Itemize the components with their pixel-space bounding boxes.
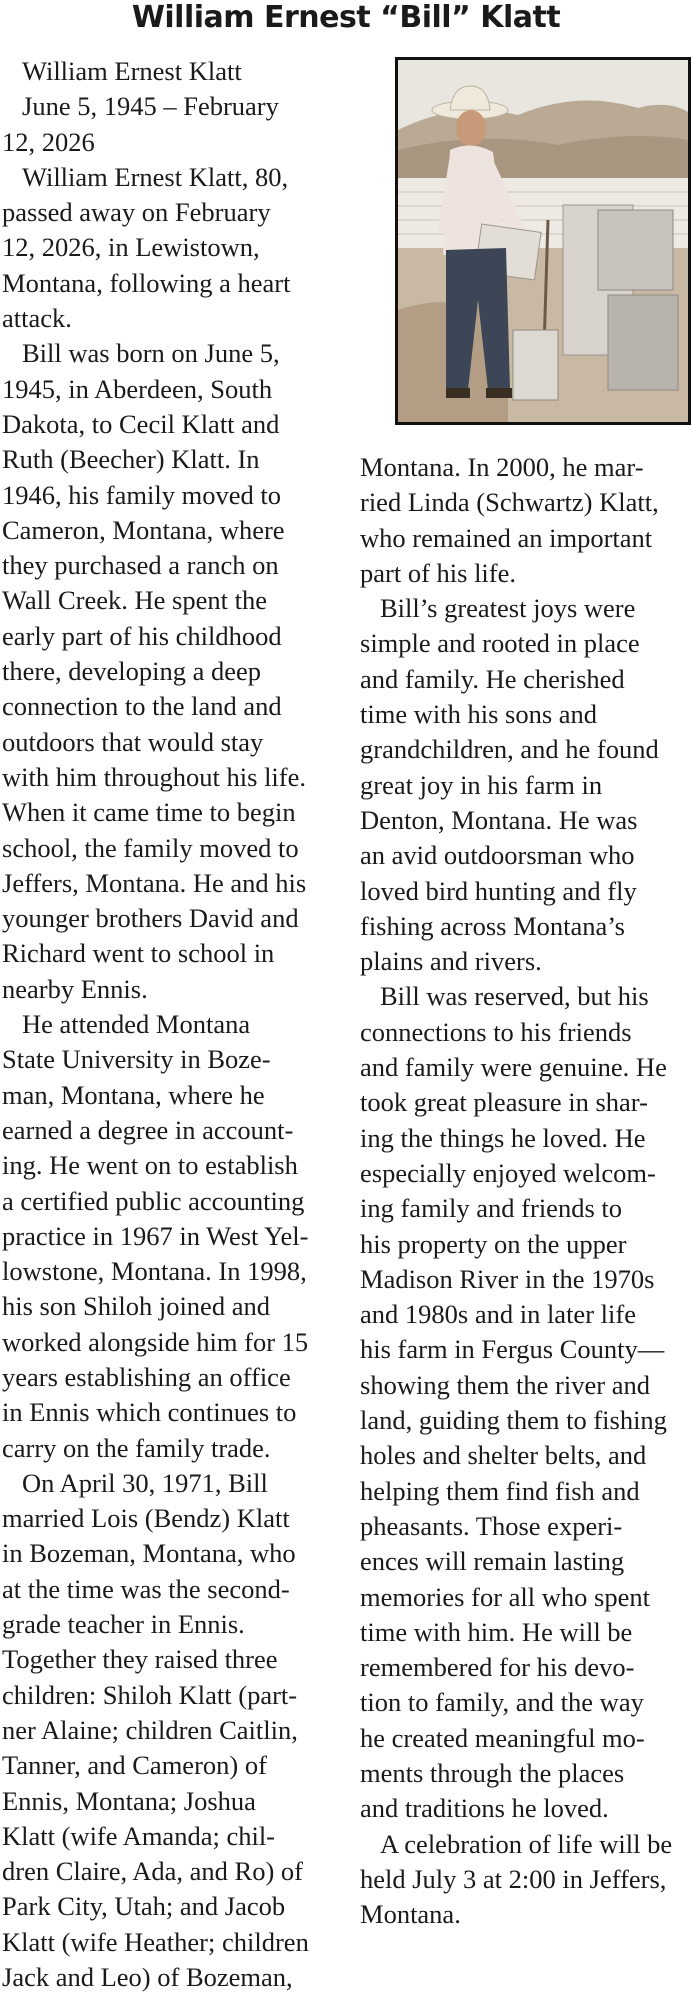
text-line: ments through the places — [360, 1757, 625, 1788]
text-line: in Ennis which continues to — [2, 1397, 297, 1428]
text-line: there, developing a deep — [2, 656, 261, 687]
text-line: Jeffers, Montana. He and his — [2, 867, 307, 898]
text-line: attack. — [2, 303, 72, 334]
text-line: school, the family moved to — [2, 832, 299, 863]
text-line: connections to his friends — [360, 1016, 632, 1047]
text-line: Ennis, Montana; Joshua — [2, 1785, 256, 1816]
text-line: showing them the river and — [360, 1369, 650, 1400]
text-line: Montana, following a heart — [2, 267, 291, 298]
text-line: Richard went to school in — [2, 938, 275, 969]
text-line: they purchased a ranch on — [2, 550, 279, 581]
text-line: land, guiding them to fishing — [360, 1405, 667, 1436]
text-line: children: Shiloh Klatt (part- — [2, 1679, 298, 1710]
text-line: connection to the land and — [2, 691, 282, 722]
text-line: Wall Creek. He spent the — [2, 585, 267, 616]
text-line: Klatt (wife Heather; children — [2, 1926, 309, 1957]
text-line: ences will remain lasting — [360, 1546, 625, 1577]
text-line: nearby Ennis. — [2, 973, 148, 1004]
text-line: who remained an important — [360, 522, 653, 553]
text-line: remembered for his devo- — [360, 1652, 635, 1683]
text-line: years establishing an office — [2, 1361, 291, 1392]
text-line: pheasants. Those experi- — [360, 1510, 623, 1541]
text-line: A celebration of life will be — [380, 1828, 673, 1859]
text-line: Dakota, to Cecil Klatt and — [2, 408, 280, 439]
text-line: 12, 2026 — [2, 126, 95, 157]
text-line: ing family and friends to — [360, 1193, 622, 1224]
text-line: 1945, in Aberdeen, South — [2, 373, 273, 404]
text-line: June 5, 1945 – February — [22, 91, 279, 122]
text-line: William Ernest Klatt — [22, 56, 242, 86]
text-line: State University in Boze- — [2, 1044, 271, 1075]
text-line: time with him. He will be — [360, 1616, 633, 1647]
text-line: Montana. In 2000, he mar- — [360, 452, 644, 482]
text-line: carry on the family trade. — [2, 1432, 271, 1463]
photo-image — [398, 60, 688, 422]
text-line: ing the things he loved. He — [360, 1122, 646, 1153]
text-line: Ruth (Beecher) Klatt. In — [2, 444, 260, 475]
text-line: he created meaningful mo- — [360, 1722, 645, 1753]
text-line: Cameron, Montana, where — [2, 514, 285, 545]
text-line: and traditions he loved. — [360, 1793, 609, 1824]
text-line: 1946, his family moved to — [2, 479, 281, 510]
text-line: Klatt (wife Amanda; chil- — [2, 1820, 276, 1851]
text-line: Bill’s greatest joys were — [380, 593, 636, 624]
text-line: an avid outdoorsman who — [360, 840, 635, 871]
text-line: Bill was born on June 5, — [22, 338, 280, 369]
text-line: in Bozeman, Montana, who — [2, 1538, 296, 1569]
text-line: with him throughout his life. — [2, 761, 306, 792]
text-line: his son Shiloh joined and — [2, 1291, 270, 1322]
text-line: Denton, Montana. He was — [360, 804, 638, 835]
text-line: time with his sons and — [360, 699, 598, 730]
text-line: He attended Montana — [22, 1009, 251, 1040]
text-line: his farm in Fergus County— — [360, 1334, 665, 1365]
text-line: outdoors that would stay — [2, 726, 264, 757]
text-line: held July 3 at 2:00 in Jeffers, — [360, 1863, 667, 1894]
text-line: and family. He cherished — [360, 663, 625, 694]
text-line: man, Montana, where he — [2, 1079, 265, 1110]
text-line: married Lois (Bendz) Klatt — [2, 1503, 290, 1534]
obituary-photo — [395, 57, 691, 425]
text-line: fishing across Montana’s — [360, 910, 625, 941]
right-text-column — [360, 450, 690, 1932]
text-line: Together they raised three — [2, 1644, 278, 1675]
text-line: When it came time to begin — [2, 797, 296, 828]
text-line: memories for all who spent — [360, 1581, 650, 1612]
text-line: earned a degree in account- — [2, 1114, 294, 1145]
text-line: loved bird hunting and fly — [360, 875, 637, 906]
text-line: early part of his childhood — [2, 620, 282, 651]
text-line: plains and rivers. — [360, 946, 542, 977]
text-line: On April 30, 1971, Bill — [22, 1467, 268, 1498]
text-line: ried Linda (Schwartz) Klatt, — [360, 487, 659, 518]
text-line: simple and rooted in place — [360, 628, 640, 659]
text-line: great joy in his farm in — [360, 769, 603, 800]
text-line: practice in 1967 in West Yel- — [2, 1220, 309, 1251]
text-line: and family were genuine. He — [360, 1052, 667, 1083]
text-line: Tanner, and Cameron) of — [2, 1750, 267, 1781]
text-line: helping them find fish and — [360, 1475, 640, 1506]
text-line: worked alongside him for 15 — [2, 1326, 309, 1357]
text-line: Bill was reserved, but his — [380, 981, 649, 1012]
text-line: grade teacher in Ennis. — [2, 1609, 245, 1640]
text-line: lowstone, Montana. In 1998, — [2, 1256, 307, 1287]
text-line: Montana. — [360, 1899, 461, 1930]
text-line: ner Alaine; children Caitlin, — [2, 1714, 298, 1745]
obituary-title: William Ernest “Bill” Klatt — [131, 0, 561, 35]
text-line: Park City, Utah; and Jacob — [2, 1891, 286, 1922]
text-line: especially enjoyed welcom- — [360, 1157, 656, 1188]
text-line: 12, 2026, in Lewistown, — [2, 232, 260, 263]
text-line: grandchildren, and he found — [360, 734, 659, 765]
text-line: part of his life. — [360, 557, 517, 588]
text-line: William Ernest Klatt, 80, — [22, 161, 289, 192]
text-line: tion to family, and the way — [360, 1687, 644, 1718]
text-line: ing. He went on to establish — [2, 1150, 298, 1181]
text-line: dren Claire, Ada, and Ro) of — [2, 1856, 303, 1887]
text-line: passed away on February — [2, 197, 271, 228]
text-line: at the time was the second- — [2, 1573, 290, 1604]
text-line: a certified public accounting — [2, 1185, 305, 1216]
text-line: took great pleasure in shar- — [360, 1087, 648, 1118]
text-line: Madison River in the 1970s — [360, 1263, 655, 1294]
text-line: younger brothers David and — [2, 903, 299, 934]
text-line: Jack and Leo) of Bozeman, — [2, 1962, 293, 1993]
left-text-column — [2, 54, 332, 1995]
text-line: and 1980s and in later life — [360, 1299, 636, 1330]
text-line: holes and shelter belts, and — [360, 1440, 647, 1471]
text-line: his property on the upper — [360, 1228, 627, 1259]
